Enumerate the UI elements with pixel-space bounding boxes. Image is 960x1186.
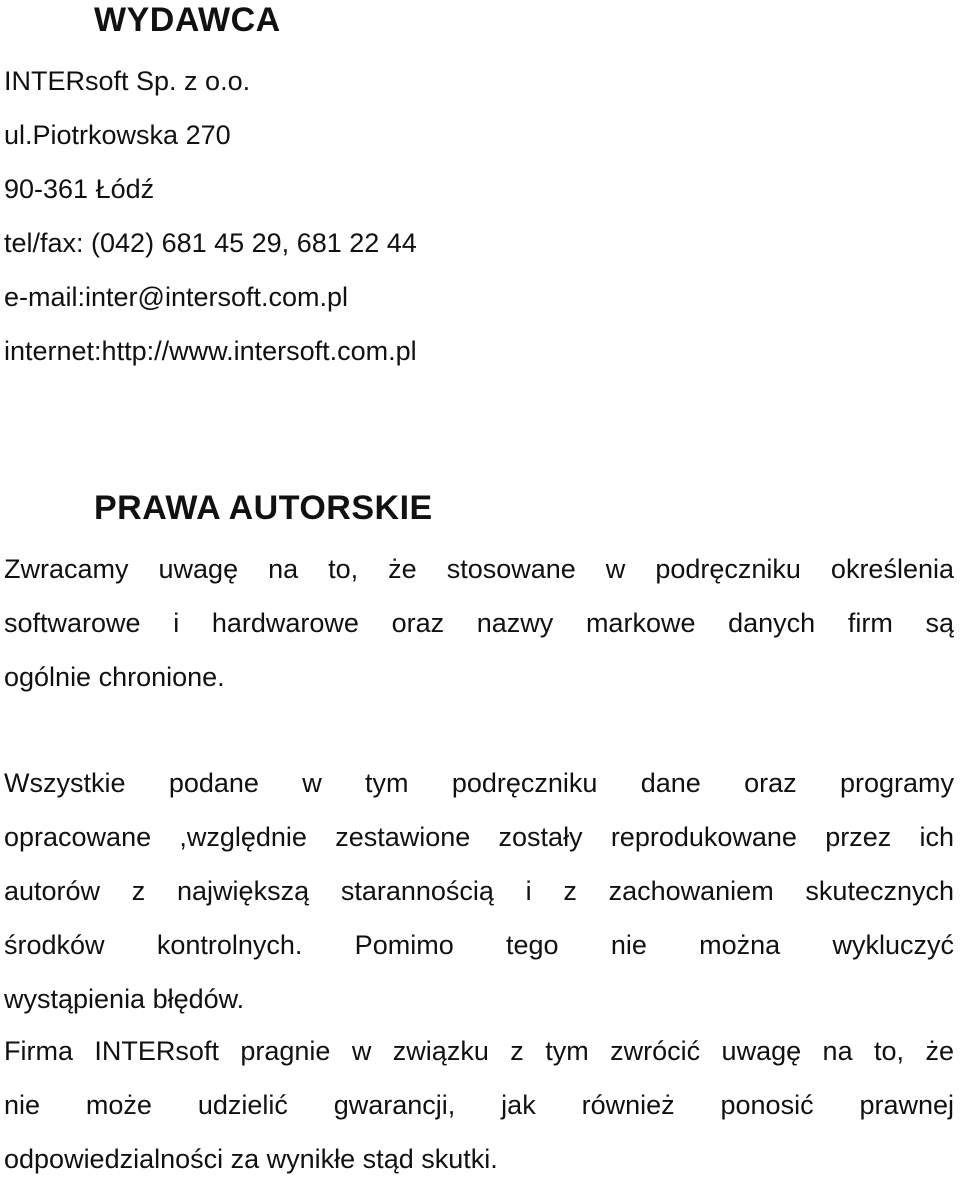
copyright-paragraph-liability [4, 1024, 954, 1186]
publisher-phone: tel/fax: (042) 681 45 29, 681 22 44 [4, 228, 417, 258]
paragraph-line: odpowiedzialności za wynikłe stąd skutki. [4, 1144, 498, 1174]
copyright-paragraph-trademarks [4, 542, 954, 704]
publisher-email: e-mail:inter@intersoft.com.pl [4, 282, 349, 312]
paragraph-line: nie może udzielić gwarancji, jak również ponosić prawnej [4, 1090, 954, 1120]
paragraph-line: autorów z największą starannością i z zachowaniem skutecznych [4, 876, 954, 906]
publisher-heading: WYDAWCA [94, 1, 281, 39]
paragraph-line: Wszystkie podane w tym podręczniku dane oraz programy [4, 768, 954, 798]
paragraph-line: Zwracamy uwagę na to, że stosowane w podręczniku określenia [4, 554, 954, 584]
copyright-paragraph-accuracy [4, 756, 954, 1026]
publisher-street: ul.Piotrkowska 270 [4, 120, 231, 150]
publisher-website: internet:http://www.intersoft.com.pl [4, 336, 417, 366]
paragraph-line: Firma INTERsoft pragnie w związku z tym zwrócić uwagę na to, że [4, 1036, 954, 1066]
paragraph-line: softwarowe i hardwarowe oraz nazwy markowe danych firm są [4, 608, 954, 638]
paragraph-line: opracowane ,względnie zestawione zostały reprodukowane przez ich [4, 822, 954, 852]
publisher-details [4, 54, 944, 378]
publisher-city: 90-361 Łódź [4, 174, 155, 204]
copyright-heading: PRAWA AUTORSKIE [94, 489, 433, 527]
publisher-company-name: INTERsoft Sp. z o.o. [4, 66, 251, 96]
paragraph-line: ogólnie chronione. [4, 662, 225, 692]
paragraph-line: środków kontrolnych. Pomimo tego nie można wykluczyć [4, 930, 954, 960]
paragraph-line: wystąpienia błędów. [4, 984, 245, 1014]
